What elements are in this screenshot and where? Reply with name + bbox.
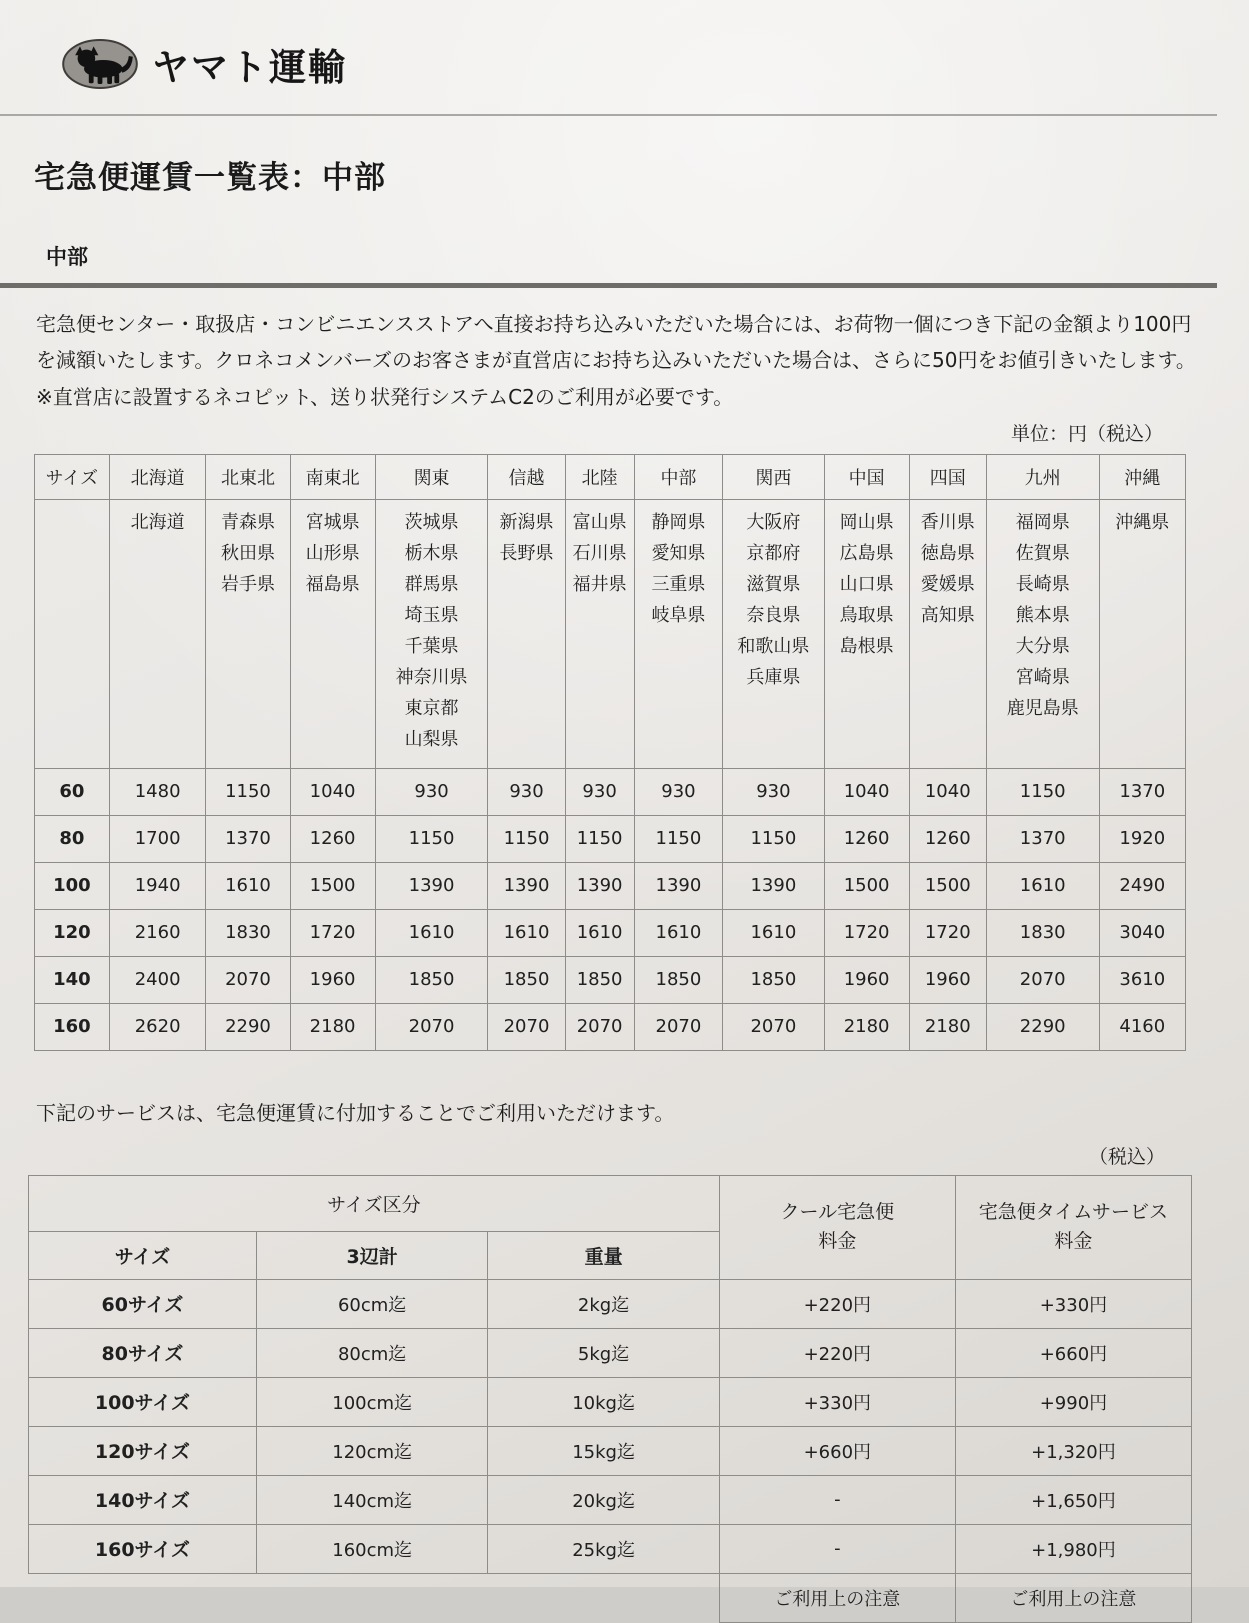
prefecture-name: 島根県 xyxy=(839,635,894,657)
rate-cell: 1150 xyxy=(565,815,634,862)
weight-limit-cell: 15kg迄 xyxy=(488,1426,719,1475)
size-group-header: サイズ区分 xyxy=(29,1175,720,1231)
prefecture-name: 和歌山県 xyxy=(737,635,810,657)
rate-cell: 1940 xyxy=(109,862,206,909)
region-header: 信越 xyxy=(488,455,565,500)
cool-usage-notice: ご利用上の注意 xyxy=(719,1573,955,1622)
rate-cell: 2180 xyxy=(290,1003,375,1050)
services-row xyxy=(29,1328,1192,1377)
weight-limit-cell: 10kg迄 xyxy=(488,1377,719,1426)
services-header-row-1 xyxy=(29,1175,1192,1231)
section-divider xyxy=(0,283,1217,288)
tax-note: （税込） xyxy=(1088,1145,1165,1168)
prefecture-name: 神奈川県 xyxy=(395,666,468,688)
prefecture-name: 宮城県 xyxy=(305,512,360,534)
prefecture-name: 静岡県 xyxy=(651,512,706,534)
dimension-limit-cell: 80cm迄 xyxy=(256,1328,487,1377)
services-row xyxy=(29,1279,1192,1328)
rate-cell: 2290 xyxy=(206,1003,290,1050)
rate-cell: 1150 xyxy=(488,815,565,862)
rate-cell: 2070 xyxy=(206,956,290,1003)
rate-cell: 1150 xyxy=(634,815,723,862)
region-header: 北東北 xyxy=(206,455,290,500)
time-header-line2: 料金 xyxy=(1054,1230,1093,1253)
rate-cell: 2070 xyxy=(565,1003,634,1050)
rate-cell: 1610 xyxy=(206,862,290,909)
services-row xyxy=(29,1377,1192,1426)
rate-cell: 1390 xyxy=(488,862,565,909)
time-fee-cell: +1,980円 xyxy=(955,1524,1191,1573)
intro-text: 宅急便センター・取扱店・コンビニエンスストアへ直接お持ち込みいただいた場合には、お荷物一個につき下記の金額より100円を減額いたします。クロネコメンバーズのお客さまが直営店にお持ち込みいただいた場合は、さらに50円をお値引きいたします。※直営店に設置するネコピット、送り状発行システムC2のご利用が必要です。 xyxy=(36,312,1196,409)
prefecture-name: 大阪府 xyxy=(746,512,801,534)
size-column-header: サイズ xyxy=(35,455,110,500)
prefecture-name: 熊本県 xyxy=(1015,605,1070,627)
rate-cell: 1960 xyxy=(824,956,909,1003)
prefecture-name: 福島県 xyxy=(305,574,360,596)
rate-cell: 4160 xyxy=(1099,1003,1185,1050)
prefecture-name: 滋賀県 xyxy=(746,574,801,596)
prefecture-name: 長崎県 xyxy=(1015,574,1070,596)
rate-cell: 1260 xyxy=(909,815,986,862)
rate-cell: 930 xyxy=(375,768,488,815)
prefecture-list xyxy=(909,500,986,769)
rate-cell: 1040 xyxy=(290,768,375,815)
rate-cell: 2070 xyxy=(375,1003,488,1050)
prefecture-name: 岩手県 xyxy=(220,574,275,596)
dimension-limit-cell: 160cm迄 xyxy=(256,1524,487,1573)
region-header: 北陸 xyxy=(565,455,634,500)
region-header: 四国 xyxy=(909,455,986,500)
rate-cell: 1700 xyxy=(109,815,206,862)
prefecture-name: 山梨県 xyxy=(404,728,459,750)
dimension-limit-cell: 140cm迄 xyxy=(256,1475,487,1524)
section-title: 中部 xyxy=(46,245,88,269)
services-sub-header: 重量 xyxy=(488,1231,719,1279)
services-table xyxy=(28,1175,1192,1623)
rate-cell: 2160 xyxy=(109,909,206,956)
brand-logo xyxy=(60,36,1187,92)
prefecture-list xyxy=(206,500,290,769)
region-header: 関東 xyxy=(375,455,488,500)
rate-table-header-row xyxy=(35,455,1186,500)
service-size-label: 80サイズ xyxy=(29,1328,257,1377)
services-sub-header: 3辺計 xyxy=(256,1231,487,1279)
size-row-label: 60 xyxy=(35,768,110,815)
rate-cell: 1500 xyxy=(909,862,986,909)
rate-row xyxy=(35,768,1186,815)
prefecture-name: 東京都 xyxy=(404,697,459,719)
prefecture-list xyxy=(375,500,488,769)
prefecture-name: 新潟県 xyxy=(499,512,554,534)
dimension-limit-cell: 60cm迄 xyxy=(256,1279,487,1328)
cool-header-line2: 料金 xyxy=(818,1230,857,1253)
time-service-header xyxy=(955,1175,1191,1279)
rate-cell: 2180 xyxy=(909,1003,986,1050)
rate-row xyxy=(35,1003,1186,1050)
header-divider xyxy=(0,114,1217,116)
time-fee-cell: +1,650円 xyxy=(955,1475,1191,1524)
unit-note: 単位：円（税込） xyxy=(1010,423,1163,446)
cool-fee-cell: +330円 xyxy=(719,1377,955,1426)
service-size-label: 160サイズ xyxy=(29,1524,257,1573)
prefecture-name: 栃木県 xyxy=(404,543,459,565)
notice-row xyxy=(29,1573,1192,1622)
prefecture-name: 埼玉県 xyxy=(404,605,459,627)
rate-cell: 1260 xyxy=(824,815,909,862)
rate-cell: 1720 xyxy=(824,909,909,956)
dimension-limit-cell: 100cm迄 xyxy=(256,1377,487,1426)
prefecture-name: 香川県 xyxy=(920,512,975,534)
prefecture-empty-cell xyxy=(35,500,110,769)
prefecture-name: 福岡県 xyxy=(1015,512,1070,534)
rate-cell: 2180 xyxy=(824,1003,909,1050)
prefecture-name: 三重県 xyxy=(651,574,706,596)
prefecture-name: 岡山県 xyxy=(839,512,894,534)
prefecture-name: 福井県 xyxy=(572,574,627,596)
prefecture-name: 愛媛県 xyxy=(920,574,975,596)
rate-table xyxy=(34,454,1186,1051)
service-size-label: 140サイズ xyxy=(29,1475,257,1524)
prefecture-list xyxy=(109,500,206,769)
rate-cell: 2070 xyxy=(634,1003,723,1050)
rate-cell: 1370 xyxy=(986,815,1099,862)
prefecture-name: 徳島県 xyxy=(920,543,975,565)
prefecture-name: 群馬県 xyxy=(404,574,459,596)
prefecture-list xyxy=(723,500,824,769)
rate-cell: 1390 xyxy=(634,862,723,909)
rate-cell: 1610 xyxy=(565,909,634,956)
region-header: 南東北 xyxy=(290,455,375,500)
prefecture-name: 岐阜県 xyxy=(651,605,706,627)
rate-row xyxy=(35,909,1186,956)
prefecture-name: 石川県 xyxy=(572,543,627,565)
region-header: 関西 xyxy=(723,455,824,500)
rate-cell: 1370 xyxy=(206,815,290,862)
prefecture-name: 宮崎県 xyxy=(1015,666,1070,688)
rate-cell: 2070 xyxy=(488,1003,565,1050)
dimension-limit-cell: 120cm迄 xyxy=(256,1426,487,1475)
rate-cell: 2290 xyxy=(986,1003,1099,1050)
prefecture-name: 沖縄県 xyxy=(1115,512,1170,534)
rate-cell: 1920 xyxy=(1099,815,1185,862)
cool-fee-cell: - xyxy=(719,1524,955,1573)
page-title: 宅急便運賃一覧表：中部 xyxy=(34,160,386,196)
prefecture-name: 富山県 xyxy=(572,512,627,534)
region-header: 中国 xyxy=(824,455,909,500)
prefecture-name: 青森県 xyxy=(220,512,275,534)
size-row-label: 160 xyxy=(35,1003,110,1050)
services-sub-header: サイズ xyxy=(29,1231,257,1279)
prefecture-name: 秋田県 xyxy=(220,543,275,565)
rate-cell: 930 xyxy=(565,768,634,815)
prefecture-name: 京都府 xyxy=(746,543,801,565)
time-fee-cell: +990円 xyxy=(955,1377,1191,1426)
time-header-line1: 宅急便タイムサービス xyxy=(978,1200,1169,1223)
rate-cell: 1850 xyxy=(634,956,723,1003)
rate-cell: 1610 xyxy=(986,862,1099,909)
prefecture-name: 鹿児島県 xyxy=(1006,697,1079,719)
region-header: 九州 xyxy=(986,455,1099,500)
services-row xyxy=(29,1475,1192,1524)
prefecture-list xyxy=(634,500,723,769)
rate-cell: 1390 xyxy=(375,862,488,909)
rate-cell: 1480 xyxy=(109,768,206,815)
rate-cell: 1260 xyxy=(290,815,375,862)
rate-cell: 1850 xyxy=(723,956,824,1003)
rate-cell: 1390 xyxy=(565,862,634,909)
weight-limit-cell: 2kg迄 xyxy=(488,1279,719,1328)
cool-header-line1: クール宅急便 xyxy=(780,1200,895,1223)
region-header: 中部 xyxy=(634,455,723,500)
prefecture-name: 茨城県 xyxy=(404,512,459,534)
rate-cell: 930 xyxy=(634,768,723,815)
rate-cell: 1370 xyxy=(1099,768,1185,815)
rate-cell: 1960 xyxy=(290,956,375,1003)
rate-cell: 1830 xyxy=(986,909,1099,956)
service-size-label: 60サイズ xyxy=(29,1279,257,1328)
rate-cell: 1150 xyxy=(723,815,824,862)
cool-fee-cell: +220円 xyxy=(719,1279,955,1328)
prefecture-list xyxy=(986,500,1099,769)
prefecture-name: 鳥取県 xyxy=(839,605,894,627)
size-row-label: 140 xyxy=(35,956,110,1003)
brand-name: ヤマト運輸 xyxy=(152,46,347,89)
rate-cell: 1610 xyxy=(488,909,565,956)
rate-cell: 930 xyxy=(488,768,565,815)
rate-cell: 1610 xyxy=(723,909,824,956)
time-fee-cell: +660円 xyxy=(955,1328,1191,1377)
rate-cell: 3040 xyxy=(1099,909,1185,956)
size-row-label: 100 xyxy=(35,862,110,909)
size-row-label: 120 xyxy=(35,909,110,956)
rate-cell: 2490 xyxy=(1099,862,1185,909)
rate-cell: 1500 xyxy=(824,862,909,909)
rate-row xyxy=(35,956,1186,1003)
time-usage-notice: ご利用上の注意 xyxy=(955,1573,1191,1622)
cool-fee-cell: +220円 xyxy=(719,1328,955,1377)
prefecture-name: 千葉県 xyxy=(404,635,459,657)
rate-cell: 2070 xyxy=(723,1003,824,1050)
weight-limit-cell: 25kg迄 xyxy=(488,1524,719,1573)
service-size-label: 120サイズ xyxy=(29,1426,257,1475)
time-fee-cell: +1,320円 xyxy=(955,1426,1191,1475)
rate-cell: 2620 xyxy=(109,1003,206,1050)
rate-cell: 1040 xyxy=(824,768,909,815)
prefecture-name: 広島県 xyxy=(839,543,894,565)
prefecture-name: 高知県 xyxy=(920,605,975,627)
rate-cell: 1150 xyxy=(986,768,1099,815)
rate-cell: 930 xyxy=(723,768,824,815)
prefecture-list xyxy=(565,500,634,769)
prefecture-name: 奈良県 xyxy=(746,605,801,627)
rate-cell: 1850 xyxy=(488,956,565,1003)
rate-cell: 2070 xyxy=(986,956,1099,1003)
region-header: 北海道 xyxy=(109,455,206,500)
rate-cell: 1610 xyxy=(634,909,723,956)
prefecture-row xyxy=(35,500,1186,769)
prefecture-name: 北海道 xyxy=(130,512,185,534)
services-row xyxy=(29,1524,1192,1573)
notice-empty-cell xyxy=(29,1573,720,1622)
weight-limit-cell: 5kg迄 xyxy=(488,1328,719,1377)
prefecture-name: 山形県 xyxy=(305,543,360,565)
rate-cell: 1830 xyxy=(206,909,290,956)
rate-cell: 1720 xyxy=(909,909,986,956)
prefecture-list xyxy=(824,500,909,769)
rate-cell: 1960 xyxy=(909,956,986,1003)
cool-fee-cell: - xyxy=(719,1475,955,1524)
prefecture-list xyxy=(488,500,565,769)
services-row xyxy=(29,1426,1192,1475)
rate-cell: 1610 xyxy=(375,909,488,956)
cool-service-header xyxy=(719,1175,955,1279)
rate-cell: 1720 xyxy=(290,909,375,956)
rate-cell: 1500 xyxy=(290,862,375,909)
rate-cell: 1390 xyxy=(723,862,824,909)
prefecture-name: 佐賀県 xyxy=(1015,543,1070,565)
rate-row xyxy=(35,862,1186,909)
services-note: 下記のサービスは、宅急便運賃に付加することでご利用いただけます。 xyxy=(36,1100,675,1125)
prefecture-name: 長野県 xyxy=(499,543,554,565)
cool-fee-cell: +660円 xyxy=(719,1426,955,1475)
rate-cell: 1850 xyxy=(375,956,488,1003)
prefecture-list xyxy=(1099,500,1185,769)
rate-cell: 3610 xyxy=(1099,956,1185,1003)
time-fee-cell: +330円 xyxy=(955,1279,1191,1328)
region-header: 沖縄 xyxy=(1099,455,1185,500)
rate-cell: 1040 xyxy=(909,768,986,815)
rate-cell: 1150 xyxy=(206,768,290,815)
size-row-label: 80 xyxy=(35,815,110,862)
yamato-black-cat-icon xyxy=(60,36,140,92)
prefecture-name: 大分県 xyxy=(1015,635,1070,657)
prefecture-name: 山口県 xyxy=(839,574,894,596)
prefecture-list xyxy=(290,500,375,769)
rate-cell: 1150 xyxy=(375,815,488,862)
rate-row xyxy=(35,815,1186,862)
weight-limit-cell: 20kg迄 xyxy=(488,1475,719,1524)
rate-cell: 2400 xyxy=(109,956,206,1003)
prefecture-name: 愛知県 xyxy=(651,543,706,565)
rate-cell: 1850 xyxy=(565,956,634,1003)
prefecture-name: 兵庫県 xyxy=(746,666,801,688)
service-size-label: 100サイズ xyxy=(29,1377,257,1426)
